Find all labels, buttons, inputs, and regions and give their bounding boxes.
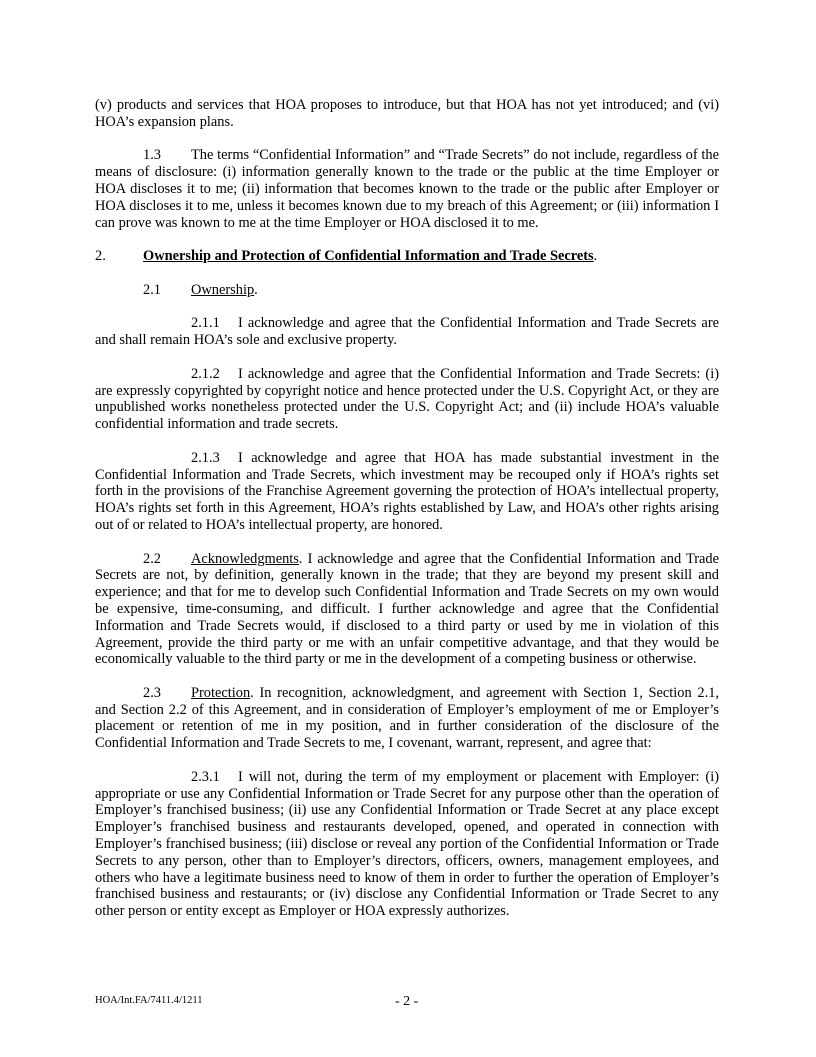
section-title: Protection <box>191 684 251 701</box>
list-continuation: (v) products and services that HOA proposes to introduce, but that HOA has not yet introduced; and (vi) HOA’s expansion plans. <box>95 97 719 130</box>
section-number: 2.1 <box>143 281 161 298</box>
section-number: 2.1.1 <box>191 315 220 332</box>
section-number: 2.1.2 <box>191 365 220 382</box>
section-number: 2. <box>95 248 106 265</box>
page-number: - 2 - <box>395 994 419 1009</box>
section-text: . In recognition, acknowledgment, and agreement with Section 1, Section 2.1, and Section 2.2 of this Agreement, and in consideration of Employer’s employment of me or Employer’s placement or retention of me in my position, and in further consideration of the disclosure of the Confidential Information and Trade Secrets to me, I covenant, warrant, represent, and agree that: <box>95 684 719 752</box>
section-title: Ownership and Protection of Confidential Information and Trade Secrets <box>143 248 594 265</box>
title-period: . <box>593 248 598 265</box>
section-text: I will not, during the term of my employment or placement with Employer: (i) appropriate or use any Confidential Information or Trade Secret for any purpose other than the operation of Employer’s franchised business; (ii) use any Confidential Information or Trade Secret at any place except Employer’s franchised business and restaurants developed, opened, and operated in connection with Employer’s franchised business; (iii) disclose or reveal any portion of the Confidential Information or Trade Secrets to any person, other than to Employer’s directors, officers, owners, management employees, and others who have a legitimate business need to know of them in order to further the operation of Employer’s franchised business and restaurants; or (iv) disclose any Confidential Information or Trade Secret to any other person or entity except as Employer or HOA expressly authorizes. <box>95 768 719 920</box>
section-title: Acknowledgments <box>191 550 299 567</box>
section-2-1-1 <box>95 315 719 349</box>
section-2-2 <box>95 551 719 669</box>
section-1-3 <box>95 147 719 231</box>
section-2-1-2 <box>95 366 719 433</box>
section-2-3-1 <box>95 769 719 920</box>
document-id: HOA/Int.FA/7411.4/1211 <box>95 995 203 1006</box>
title-period: . <box>254 281 258 298</box>
section-2-1-heading <box>95 282 719 299</box>
section-text: . I acknowledge and agree that the Confidential Information and Trade Secrets are not, by definition, generally known in the trade; that they are beyond my present skill and experience; and that for me to develop such Confidential Information and Trade Secrets on my own would be expensive, time-consuming, and difficult. I further acknowledge and agree that the Confidential Information and Trade Secrets would, if disclosed to a third party or used by me in violation of this Agreement, provide the third party or me with an unfair competitive advantage, and that they would be economically valuable to the third party or me in the development of a competing business or otherwise. <box>95 550 719 668</box>
section-number: 1.3 <box>143 147 161 164</box>
section-text: I acknowledge and agree that the Confidential Information and Trade Secrets are and shall remain HOA’s sole and exclusive property. <box>95 315 719 349</box>
section-2-heading <box>95 248 719 265</box>
section-2-1-3 <box>95 450 719 534</box>
section-text: I acknowledge and agree that the Confidential Information and Trade Secrets: (i) are expressly copyrighted by copyright notice and hence protected under the U.S. Copyright Act, or they are unpublished works nonetheless protected under the U.S. Copyright Act; and (ii) include HOA’s valuable confidential information and trade secrets. <box>95 365 719 433</box>
section-text: I acknowledge and agree that HOA has made substantial investment in the Confidential Information and Trade Secrets, which investment may be recouped only if HOA’s rights set forth in the provisions of the Franchise Agreement governing the protection of HOA’s intellectual property, HOA’s rights set forth in this Agreement, HOA’s rights established by Law, and HOA’s other rights arising out of or related to HOA’s intellectual property, are honored. <box>95 449 719 533</box>
section-title: Ownership <box>191 281 255 298</box>
section-number: 2.3 <box>143 684 161 701</box>
section-2-3 <box>95 685 719 752</box>
section-number: 2.2 <box>143 550 161 567</box>
section-number: 2.1.3 <box>191 449 220 466</box>
document-page <box>95 97 719 920</box>
section-text: The terms “Confidential Information” and “Trade Secrets” do not include, regardless of the means of disclosure: (i) information generally known to the trade or the public at the time Employer or HOA discloses it to me; (ii) information that becomes known to the trade or the public after Employer or HOA discloses it to me, unless it becomes known due to my breach of this Agreement; or (iii) information I can prove was known to me at the time Employer or HOA disclosed it to me. <box>95 147 719 231</box>
section-number: 2.3.1 <box>191 768 220 785</box>
